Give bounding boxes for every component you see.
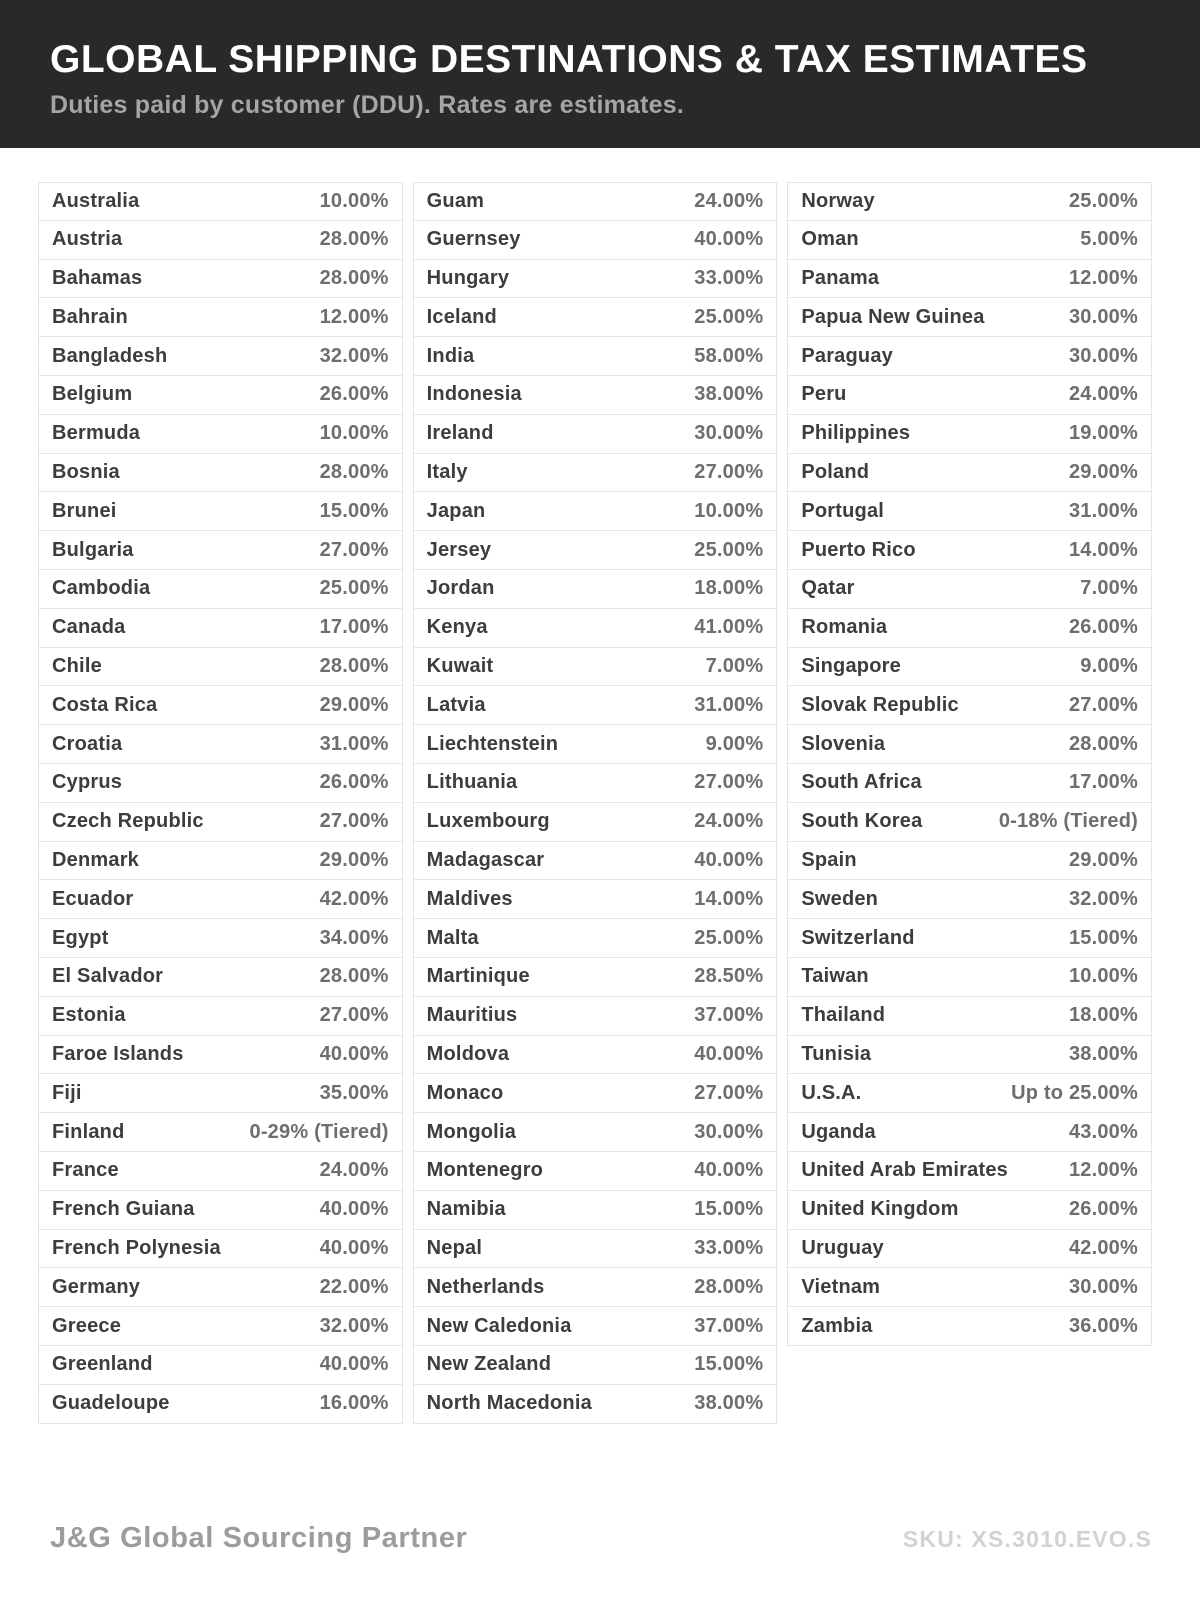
tax-rate-value: 16.00%: [319, 1392, 389, 1415]
country-name: Brunei: [52, 499, 117, 522]
table-row: [413, 492, 778, 531]
country-name: Czech Republic: [52, 810, 204, 833]
tax-rate-value: 27.00%: [319, 1004, 389, 1027]
tax-rate-value: 29.00%: [1068, 848, 1138, 871]
table-row: [38, 182, 403, 221]
country-name: Luxembourg: [426, 810, 550, 833]
page-subtitle: Duties paid by customer (DDU). Rates are estimates.: [50, 90, 685, 119]
table-row: [38, 725, 403, 764]
tax-rate-value: 40.00%: [694, 228, 764, 251]
table-row: [38, 337, 403, 376]
tax-rate-value: 36.00%: [1068, 1314, 1138, 1337]
tax-rate-value: 35.00%: [319, 1081, 389, 1104]
table-row: [38, 1307, 403, 1346]
tax-rate-value: 30.00%: [1068, 344, 1138, 367]
tax-rate-value: 25.00%: [319, 577, 389, 600]
tax-rate-value: 32.00%: [319, 344, 389, 367]
table-row: [413, 1113, 778, 1152]
tax-rate-value: 28.00%: [319, 654, 389, 677]
table-row: [413, 260, 778, 299]
country-name: Belgium: [52, 383, 133, 406]
country-name: Costa Rica: [52, 693, 158, 716]
table-row: [787, 997, 1152, 1036]
table-row: [787, 492, 1152, 531]
country-name: Maldives: [426, 887, 513, 910]
tax-rate-value: 33.00%: [694, 266, 764, 289]
tax-rate-value: Up to 25.00%: [1011, 1081, 1138, 1104]
tax-rate-value: 33.00%: [694, 1236, 764, 1259]
country-name: Bermuda: [52, 422, 141, 445]
tax-rate-value: 10.00%: [694, 499, 764, 522]
header-banner: [0, 0, 1200, 148]
country-name: Tunisia: [801, 1042, 872, 1065]
tax-rate-value: 41.00%: [694, 616, 764, 639]
table-row: [413, 1268, 778, 1307]
tax-rate-value: 9.00%: [705, 732, 764, 755]
tax-rate-value: 37.00%: [694, 1004, 764, 1027]
country-name: India: [426, 344, 475, 367]
table-row: [38, 686, 403, 725]
country-name: Canada: [52, 616, 126, 639]
country-name: Spain: [801, 848, 857, 871]
country-name: New Zealand: [426, 1353, 552, 1376]
table-row: [413, 415, 778, 454]
country-name: Indonesia: [426, 383, 522, 406]
table-row: [413, 686, 778, 725]
page-title: GLOBAL SHIPPING DESTINATIONS & TAX ESTIMATES: [50, 38, 1088, 81]
country-name: Guernsey: [426, 228, 521, 251]
table-row: [413, 958, 778, 997]
tax-rate-value: 30.00%: [694, 422, 764, 445]
tax-rate-value: 7.00%: [705, 654, 764, 677]
country-name: Thailand: [801, 1004, 886, 1027]
table-row: [413, 919, 778, 958]
tax-rate-value: 26.00%: [1068, 1198, 1138, 1221]
country-name: Egypt: [52, 926, 109, 949]
country-name: Australia: [52, 189, 140, 212]
tax-rate-value: 26.00%: [319, 771, 389, 794]
country-name: French Guiana: [52, 1198, 195, 1221]
tax-rate-value: 29.00%: [319, 693, 389, 716]
table-row: [413, 1074, 778, 1113]
country-name: Peru: [801, 383, 847, 406]
country-name: U.S.A.: [801, 1081, 862, 1104]
country-name: Portugal: [801, 499, 885, 522]
tax-rate-value: 28.00%: [319, 460, 389, 483]
table-row: [38, 958, 403, 997]
tax-rate-value: 28.00%: [319, 266, 389, 289]
table-row: [38, 1074, 403, 1113]
table-row: [38, 1268, 403, 1307]
tax-rate-value: 19.00%: [1068, 422, 1138, 445]
tax-rate-value: 28.50%: [694, 965, 764, 988]
country-name: Philippines: [801, 422, 911, 445]
tax-rate-value: 26.00%: [319, 383, 389, 406]
table-row: [413, 1346, 778, 1385]
tax-rate-value: 25.00%: [694, 305, 764, 328]
tax-rate-value: 31.00%: [319, 732, 389, 755]
country-name: Bangladesh: [52, 344, 168, 367]
table-row: [38, 803, 403, 842]
country-name: Guadeloupe: [52, 1392, 170, 1415]
tax-rate-value: 40.00%: [694, 1159, 764, 1182]
table-row: [38, 298, 403, 337]
tax-rate-value: 10.00%: [319, 189, 389, 212]
table-row: [413, 1191, 778, 1230]
tax-rate-value: 40.00%: [694, 1042, 764, 1065]
tax-rate-value: 38.00%: [694, 383, 764, 406]
tax-rate-value: 40.00%: [319, 1042, 389, 1065]
tax-rate-value: 38.00%: [694, 1392, 764, 1415]
tax-rate-value: 24.00%: [694, 189, 764, 212]
tax-rate-value: 28.00%: [319, 965, 389, 988]
tax-rate-value: 15.00%: [694, 1198, 764, 1221]
country-name: Uganda: [801, 1120, 876, 1143]
tax-rate-value: 0-29% (Tiered): [249, 1120, 389, 1143]
tax-rate-value: 24.00%: [319, 1159, 389, 1182]
country-name: Greenland: [52, 1353, 153, 1376]
country-name: Slovak Republic: [801, 693, 959, 716]
country-name: France: [52, 1159, 119, 1182]
tax-rate-value: 27.00%: [319, 810, 389, 833]
table-row: [38, 1036, 403, 1075]
table-row: [38, 997, 403, 1036]
country-name: Iceland: [426, 305, 497, 328]
tax-rate-value: 17.00%: [319, 616, 389, 639]
table-row: [413, 725, 778, 764]
country-name: Austria: [52, 228, 123, 251]
country-name: South Korea: [801, 810, 923, 833]
country-name: Latvia: [426, 693, 486, 716]
table-row: [413, 298, 778, 337]
country-name: United Arab Emirates: [801, 1159, 1008, 1182]
table-row: [413, 376, 778, 415]
tax-rate-value: 26.00%: [1068, 616, 1138, 639]
country-name: Guam: [426, 189, 485, 212]
country-name: Mauritius: [426, 1004, 518, 1027]
table-row: [787, 803, 1152, 842]
table-row: [38, 260, 403, 299]
country-name: Romania: [801, 616, 888, 639]
tax-rate-value: 28.00%: [319, 228, 389, 251]
tax-rate-value: 27.00%: [1068, 693, 1138, 716]
table-row: [413, 337, 778, 376]
country-name: Norway: [801, 189, 875, 212]
country-name: Papua New Guinea: [801, 305, 985, 328]
table-row: [38, 1230, 403, 1269]
country-name: Hungary: [426, 266, 510, 289]
country-name: Oman: [801, 228, 859, 251]
country-name: New Caledonia: [426, 1314, 572, 1337]
table-row: [413, 609, 778, 648]
tax-rate-value: 40.00%: [319, 1353, 389, 1376]
table-row: [413, 1230, 778, 1269]
table-row: [413, 1385, 778, 1424]
table-row: [38, 764, 403, 803]
table-row: [38, 880, 403, 919]
table-row: [787, 1268, 1152, 1307]
tax-rate-value: 31.00%: [1068, 499, 1138, 522]
table-row: [413, 570, 778, 609]
country-name: Lithuania: [426, 771, 518, 794]
tax-rate-value: 18.00%: [1068, 1004, 1138, 1027]
tax-rate-value: 15.00%: [1068, 926, 1138, 949]
rates-column: [787, 182, 1152, 1346]
tax-rate-value: 24.00%: [694, 810, 764, 833]
country-name: Liechtenstein: [426, 732, 559, 755]
country-name: Zambia: [801, 1314, 873, 1337]
table-row: [787, 182, 1152, 221]
country-name: Japan: [426, 499, 486, 522]
tax-rate-value: 34.00%: [319, 926, 389, 949]
country-name: Puerto Rico: [801, 538, 916, 561]
country-name: Estonia: [52, 1004, 126, 1027]
table-row: [787, 1036, 1152, 1075]
table-row: [787, 260, 1152, 299]
country-name: Malta: [426, 926, 479, 949]
tax-rate-value: 10.00%: [319, 422, 389, 445]
table-row: [413, 997, 778, 1036]
table-row: [38, 919, 403, 958]
table-row: [787, 609, 1152, 648]
country-name: Croatia: [52, 732, 123, 755]
tax-rate-value: 27.00%: [319, 538, 389, 561]
footer: [50, 1522, 1152, 1555]
table-row: [38, 1346, 403, 1385]
rates-column: [38, 182, 403, 1424]
country-name: Kuwait: [426, 654, 494, 677]
country-name: Finland: [52, 1120, 125, 1143]
country-name: Netherlands: [426, 1275, 545, 1298]
country-name: Ireland: [426, 422, 494, 445]
country-name: Italy: [426, 460, 468, 483]
country-name: Madagascar: [426, 848, 545, 871]
table-row: [787, 919, 1152, 958]
country-name: Singapore: [801, 654, 901, 677]
country-name: Kenya: [426, 616, 488, 639]
country-name: Bosnia: [52, 460, 120, 483]
tax-rate-value: 29.00%: [1068, 460, 1138, 483]
table-row: [787, 454, 1152, 493]
tax-rate-value: 7.00%: [1080, 577, 1138, 600]
sku-label: SKU: XS.3010.EVO.S: [902, 1526, 1152, 1552]
table-row: [38, 376, 403, 415]
tax-rate-value: 12.00%: [319, 305, 389, 328]
country-name: Switzerland: [801, 926, 915, 949]
tax-rate-value: 14.00%: [694, 887, 764, 910]
table-row: [38, 1152, 403, 1191]
country-name: Greece: [52, 1314, 122, 1337]
country-name: Ecuador: [52, 887, 134, 910]
brand-name: J&G Global Sourcing Partner: [50, 1522, 468, 1554]
country-name: Fiji: [52, 1081, 82, 1104]
tax-rate-value: 5.00%: [1080, 228, 1138, 251]
tax-rate-value: 15.00%: [319, 499, 389, 522]
country-name: Jersey: [426, 538, 492, 561]
country-name: Jordan: [426, 577, 495, 600]
table-row: [413, 1307, 778, 1346]
table-row: [787, 648, 1152, 687]
country-name: Faroe Islands: [52, 1042, 184, 1065]
table-row: [787, 880, 1152, 919]
country-name: Bahamas: [52, 266, 143, 289]
tax-rate-value: 29.00%: [319, 848, 389, 871]
tax-rate-value: 15.00%: [694, 1353, 764, 1376]
tax-rate-value: 37.00%: [694, 1314, 764, 1337]
tax-rate-value: 32.00%: [319, 1314, 389, 1337]
country-name: Mongolia: [426, 1120, 517, 1143]
table-row: [38, 1385, 403, 1424]
tax-rate-value: 25.00%: [1068, 189, 1138, 212]
country-name: French Polynesia: [52, 1236, 221, 1259]
tax-rate-value: 38.00%: [1068, 1042, 1138, 1065]
tax-rate-value: 32.00%: [1068, 887, 1138, 910]
tax-rate-value: 40.00%: [319, 1198, 389, 1221]
tax-rate-value: 30.00%: [1068, 305, 1138, 328]
country-name: Bulgaria: [52, 538, 134, 561]
country-name: Paraguay: [801, 344, 893, 367]
table-row: [787, 298, 1152, 337]
table-row: [38, 415, 403, 454]
rates-table: [38, 182, 1152, 1424]
table-row: [787, 221, 1152, 260]
table-row: [787, 958, 1152, 997]
table-row: [787, 1074, 1152, 1113]
country-name: Poland: [801, 460, 870, 483]
table-row: [787, 1113, 1152, 1152]
tax-rate-value: 27.00%: [694, 1081, 764, 1104]
country-name: Sweden: [801, 887, 879, 910]
country-name: Panama: [801, 266, 880, 289]
country-name: Uruguay: [801, 1236, 884, 1259]
country-name: Germany: [52, 1275, 141, 1298]
table-row: [787, 1191, 1152, 1230]
table-row: [787, 725, 1152, 764]
country-name: Denmark: [52, 848, 139, 871]
tax-rate-value: 28.00%: [694, 1275, 764, 1298]
country-name: Moldova: [426, 1042, 510, 1065]
table-row: [413, 842, 778, 881]
table-row: [787, 531, 1152, 570]
tax-rate-value: 31.00%: [694, 693, 764, 716]
table-row: [413, 803, 778, 842]
table-row: [787, 337, 1152, 376]
table-row: [38, 492, 403, 531]
table-row: [413, 1152, 778, 1191]
country-name: Qatar: [801, 577, 855, 600]
table-row: [787, 415, 1152, 454]
country-name: South Africa: [801, 771, 922, 794]
country-name: Montenegro: [426, 1159, 544, 1182]
table-row: [413, 880, 778, 919]
tax-rate-value: 42.00%: [319, 887, 389, 910]
table-row: [787, 686, 1152, 725]
country-name: Cambodia: [52, 577, 151, 600]
table-row: [413, 221, 778, 260]
table-row: [413, 531, 778, 570]
country-name: Slovenia: [801, 732, 886, 755]
tax-rate-value: 42.00%: [1068, 1236, 1138, 1259]
table-row: [787, 376, 1152, 415]
table-row: [787, 842, 1152, 881]
tax-rate-value: 9.00%: [1080, 654, 1138, 677]
country-name: Cyprus: [52, 771, 123, 794]
table-row: [787, 764, 1152, 803]
country-name: Vietnam: [801, 1275, 881, 1298]
table-row: [38, 1113, 403, 1152]
tax-rate-value: 43.00%: [1068, 1120, 1138, 1143]
table-row: [413, 764, 778, 803]
country-name: Chile: [52, 654, 102, 677]
table-row: [413, 454, 778, 493]
table-row: [787, 570, 1152, 609]
table-row: [38, 1191, 403, 1230]
tax-rate-value: 58.00%: [694, 344, 764, 367]
table-row: [413, 648, 778, 687]
country-name: Monaco: [426, 1081, 504, 1104]
tax-rate-value: 28.00%: [1068, 732, 1138, 755]
tax-rate-value: 27.00%: [694, 771, 764, 794]
table-row: [38, 454, 403, 493]
table-row: [787, 1152, 1152, 1191]
country-name: Taiwan: [801, 965, 869, 988]
tax-rate-value: 30.00%: [694, 1120, 764, 1143]
country-name: Namibia: [426, 1198, 506, 1221]
tax-rate-value: 12.00%: [1068, 266, 1138, 289]
table-row: [413, 182, 778, 221]
tax-rate-value: 40.00%: [319, 1236, 389, 1259]
table-row: [38, 221, 403, 260]
country-name: Bahrain: [52, 305, 128, 328]
tax-rate-value: 25.00%: [694, 926, 764, 949]
tax-rate-value: 10.00%: [1068, 965, 1138, 988]
tax-rate-value: 40.00%: [694, 848, 764, 871]
table-row: [413, 1036, 778, 1075]
tax-rate-value: 12.00%: [1068, 1159, 1138, 1182]
table-row: [787, 1307, 1152, 1346]
country-name: Nepal: [426, 1236, 483, 1259]
tax-rate-value: 30.00%: [1068, 1275, 1138, 1298]
tax-rate-value: 27.00%: [694, 460, 764, 483]
table-row: [38, 570, 403, 609]
table-row: [38, 609, 403, 648]
country-name: North Macedonia: [426, 1392, 592, 1415]
tax-rate-value: 0-18% (Tiered): [998, 810, 1138, 833]
tax-rate-value: 14.00%: [1068, 538, 1138, 561]
tax-rate-value: 22.00%: [319, 1275, 389, 1298]
country-name: El Salvador: [52, 965, 164, 988]
tax-rate-value: 17.00%: [1068, 771, 1138, 794]
table-row: [38, 531, 403, 570]
tax-rate-value: 25.00%: [694, 538, 764, 561]
table-row: [38, 842, 403, 881]
table-row: [38, 648, 403, 687]
tax-rate-value: 18.00%: [694, 577, 764, 600]
tax-rate-value: 24.00%: [1068, 383, 1138, 406]
table-row: [787, 1230, 1152, 1269]
country-name: Martinique: [426, 965, 530, 988]
rates-column: [413, 182, 778, 1424]
country-name: United Kingdom: [801, 1198, 959, 1221]
